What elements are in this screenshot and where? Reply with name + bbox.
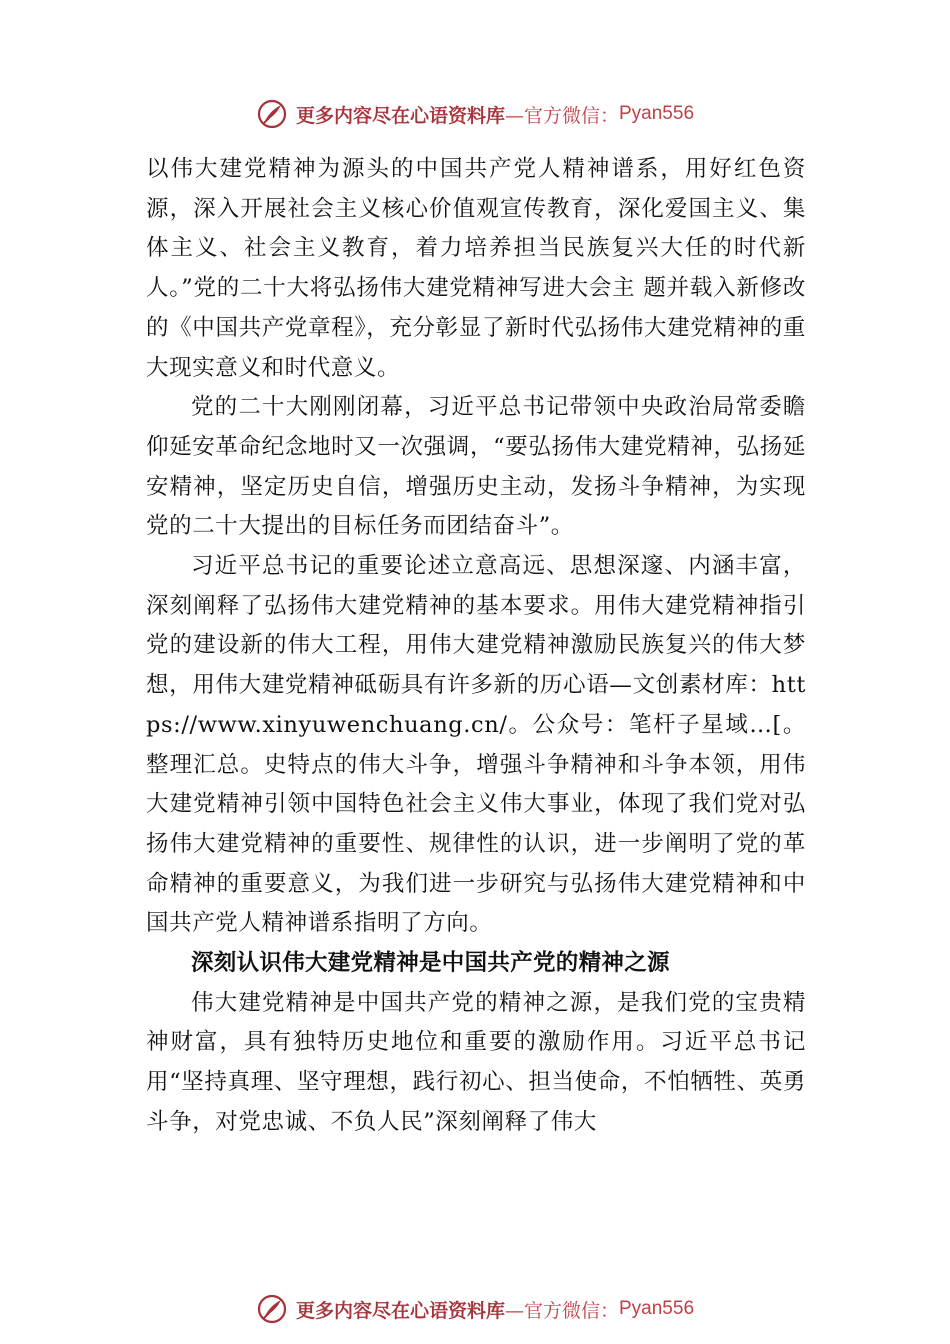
banner-sub-text: —官方微信：	[504, 1299, 619, 1322]
banner-main-text: 更多内容尽在心语资料库	[295, 1299, 505, 1322]
paragraph-1: 以伟大建党精神为源头的中国共产党人精神谱系，用好红色资源，深入开展社会主义核心价值观宣传教育，深化爱国主义、集体主义、社会主义教育，着力培养担当民族复兴大任的时代新人。”党的二十大将弘扬伟大建党精神写进大会主 题并载入新修改的《中国共产党章程》，充分彰显了新时代弘扬伟大建党精神的重大现实意义和时代意义。	[146, 156, 806, 381]
banner-main-text: 更多内容尽在心语资料库	[295, 104, 505, 127]
paragraph-3: 习近平总书记的重要论述立意高远、思想深邃、内涵丰富，深刻阐释了弘扬伟大建党精神的基本要求。用伟大建党精神指引党的建设新的伟大工程，用伟大建党精神激励民族复兴的伟大梦想，用伟大建党精神砥砺具有许多新的历心语—文创素材库：https://www.xinyuwenchuang.cn/。公众号：笔杆子星域…[。整理汇总。史特点的伟大斗争，增强斗争精神和斗争本领，用伟大建党精神引领中国特色社会主义伟大事业，体现了我们党对弘扬伟大建党精神的重要性、规律性的认识，进一步阐明了党的革命精神的重要意义，为我们进一步研究与弘扬伟大建党精神和中国共产党人精神谱系指明了方向。	[146, 553, 806, 937]
banner-wechat-id: Pyan556	[619, 1298, 695, 1319]
quill-logo-icon	[256, 98, 288, 130]
footer-banner	[0, 1287, 950, 1331]
quill-logo-icon	[256, 1293, 288, 1325]
banner-sub-text: —官方微信：	[504, 104, 619, 127]
document-body	[146, 150, 806, 1143]
banner-wechat-id: Pyan556	[619, 103, 695, 124]
paragraph-4: 伟大建党精神是中国共产党的精神之源，是我们党的宝贵精神财富，具有独特历史地位和重要的激励作用。习近平总书记用“坚持真理、坚守理想，践行初心、担当使命，不怕牺牲、英勇斗争，对党忠诚、不负人民”深刻阐释了伟大	[146, 989, 806, 1135]
section-heading: 深刻认识伟大建党精神是中国共产党的精神之源	[191, 950, 670, 977]
paragraph-2: 党的二十大刚刚闭幕，习近平总书记带领中央政治局常委瞻仰延安革命纪念地时又一次强调，“要弘扬伟大建党精神，弘扬延安精神，坚定历史自信，增强历史主动，发扬斗争精神，为实现党的二十大提出的目标任务而团结奋斗”。	[146, 394, 806, 540]
header-banner	[0, 92, 950, 136]
